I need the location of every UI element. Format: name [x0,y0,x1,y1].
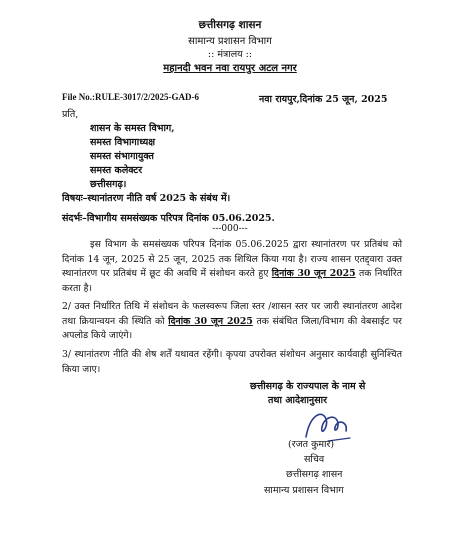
signature-order-line: तथा आदेशानुसार [268,395,327,406]
recipient: समस्त कलेक्टर [90,165,143,176]
paragraph-1-tail: तक निर्धारित करता है। [62,268,402,294]
paragraph-1-highlight-date: दिनांक 30 जून 2025 [271,268,356,279]
paragraph-2-text: 2/ उक्त निर्धारित तिथि में संशोधन के फलस्वरूप जिला स्तर /शासन स्तर पर जारी स्थानांतरण आदेश तथा क्रियान्वयन की स्थिति को [62,301,402,327]
paragraph-3 [62,348,402,377]
separator: ---000--- [212,224,248,234]
subject-line: विषयः–स्थानांतरण नीति वर्ष 2025 के संबंध में। [62,193,231,204]
header-address: महानदी भवन नवा रायपुर अटल नगर [163,63,297,74]
paragraph-1 [62,238,402,296]
signatory-name: (रजत कुमार) [288,439,335,450]
reference-line: संदर्भः–विभागीय समसंख्यक परिपत्र दिनांक 05.06.2025. [62,213,275,224]
paragraph-2 [62,300,402,344]
header-ministry: :: मंत्रालय :: [207,49,253,60]
paragraph-2-highlight-date: दिनांक 30 जून 2025 [168,315,253,327]
paragraph-2-tail: तक संबंधित जिला/विभाग की वेबसाईट पर अपलोड किये जाएंगे। [62,315,402,341]
recipient: शासन के समस्त विभाग, [90,123,175,134]
recipient: समस्त संभागायुक्त [90,151,154,162]
recipient: छत्तीसगढ़। [90,179,127,190]
signatory-office: छत्तीसगढ़ शासन [286,469,343,480]
signature-authority-line: छत्तीसगढ़ के राज्यपाल के नाम से [250,381,366,392]
paragraph-1-text: इस विभाग के समसंख्यक परिपत्र दिनांक 05.06.2025 द्वारा स्थानांतरण पर प्रतिबंध को दिनांक 14 जून, 2025 से 25 जून, 2025 तक शिथिल किया गया है। राज्य शासन एतद्द्वारा उक्त स्थानांतरण पर प्रतिबंध में छूट की अवधि में संशोधन करते हुए [62,239,402,279]
signatory-designation: सचिव [304,454,325,465]
file-number: File No.:RULE-3017/2/2025-GAD-6 [62,92,199,102]
salutation-prati: प्रति, [62,109,79,120]
paragraph-3-text: 3/ स्थानांतरण नीति की शेष शर्तें यथावत रहेंगी। कृपया उपरोक्त संशोधन अनुसार कार्यवाही सुनिश्चित किया जाए। [62,349,402,375]
signatory-department: सामान्य प्रशासन विभाग [264,485,344,496]
header-department: सामान्य प्रशासन विभाग [188,36,272,47]
letter-date: नवा रायपुर,दिनांक 25 जून, 2025 [259,94,388,105]
recipient: समस्त विभागाध्यक्ष [90,137,156,148]
header-government: छत्तीसगढ़ शासन [198,19,262,31]
